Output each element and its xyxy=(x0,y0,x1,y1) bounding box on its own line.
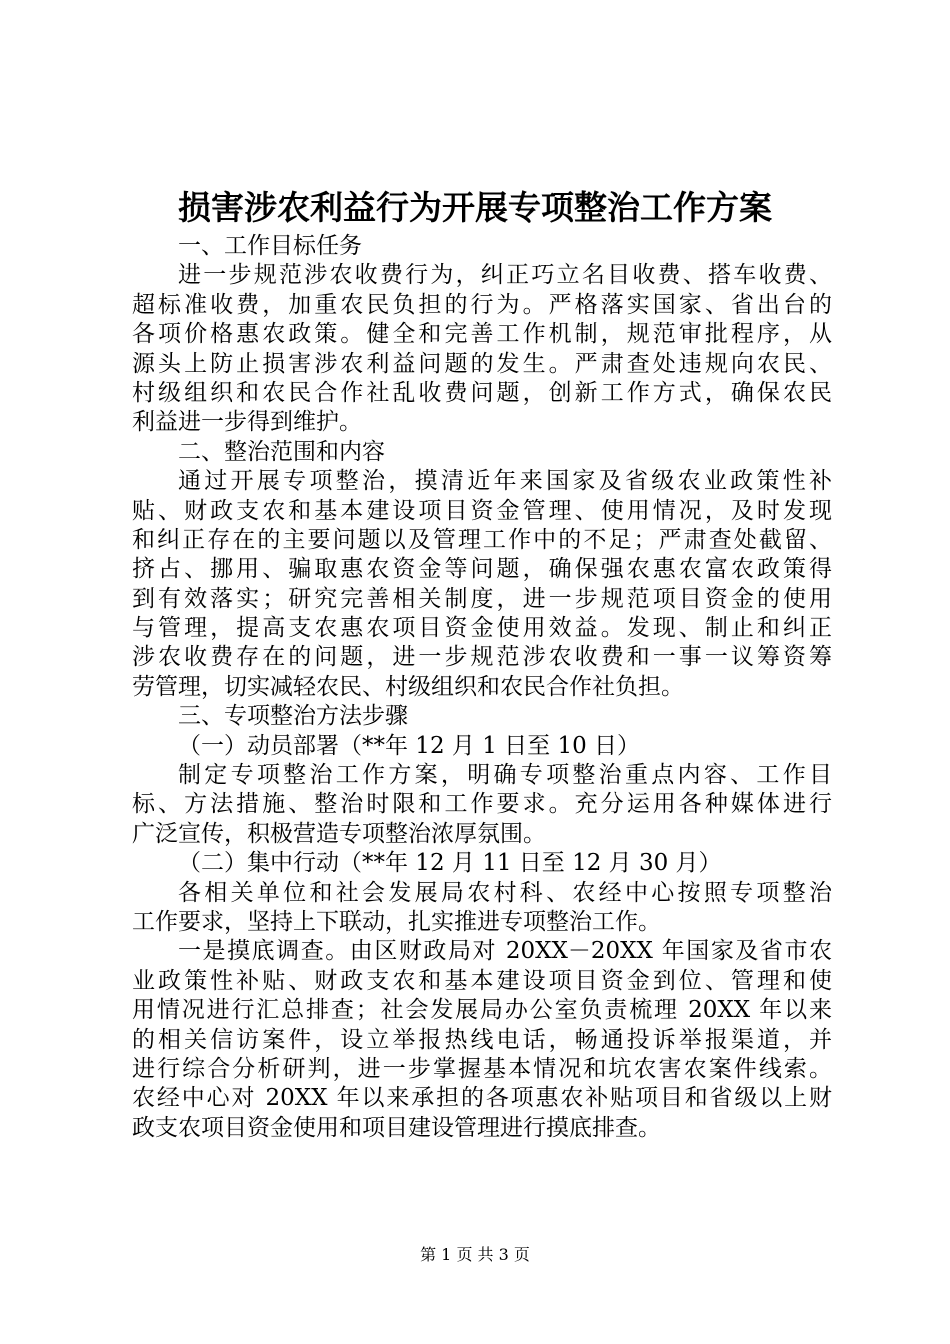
text-line: 业政策性补贴、财政支农和基本建设项目资金到位、管理和使 xyxy=(132,967,832,994)
document-body xyxy=(132,232,832,1143)
text-line: 用情况进行汇总排查；社会发展局办公室负责梳理 20XX 年以来 xyxy=(132,997,832,1024)
text-line: （一）动员部署（**年 12 月 1 日至 10 日） xyxy=(178,732,641,759)
document-title: 损害涉农利益行为开展专项整治工作方案 xyxy=(178,188,772,227)
text-line: 各项价格惠农政策。健全和完善工作机制，规范审批程序，从 xyxy=(132,321,832,348)
text-line: 通过开展专项整治，摸清近年来国家及省级农业政策性补 xyxy=(178,468,832,495)
text-line: 挤占、挪用、骗取惠农资金等问题，确保强农惠农富农政策得 xyxy=(132,556,832,583)
text-line: 贴、财政支农和基本建设项目资金管理、使用情况，及时发现 xyxy=(132,497,832,524)
text-line: 到有效落实；研究完善相关制度，进一步规范项目资金的使用 xyxy=(132,585,832,612)
text-line: 各相关单位和社会发展局农村科、农经中心按照专项整治 xyxy=(178,879,832,906)
text-line: 工作要求，坚持上下联动，扎实推进专项整治工作。 xyxy=(132,908,661,935)
text-line: 的相关信访案件，设立举报热线电话，畅通投诉举报渠道，并 xyxy=(132,1026,832,1053)
text-line: 与管理，提高支农惠农项目资金使用效益。发现、制止和纠正 xyxy=(132,615,832,642)
text-line: 广泛宣传，积极营造专项整治浓厚氛围。 xyxy=(132,820,546,847)
text-line: 村级组织和农民合作社乱收费问题，创新工作方式，确保农民 xyxy=(132,379,832,406)
text-line: 超标准收费，加重农民负担的行为。严格落实国家、省出台的 xyxy=(132,291,832,318)
text-line: 三、专项整治方法步骤 xyxy=(178,703,408,730)
text-line: 进行综合分析研判，进一步掌握基本情况和坑农害农案件线索。 xyxy=(132,1055,832,1082)
text-line: 和纠正存在的主要问题以及管理工作中的不足；严肃查处截留、 xyxy=(132,526,832,553)
text-line: 政支农项目资金使用和项目建设管理进行摸底排查。 xyxy=(132,1114,661,1141)
text-line: 制定专项整治工作方案，明确专项整治重点内容、工作目 xyxy=(178,762,832,789)
text-line: 农经中心对 20XX 年以来承担的各项惠农补贴项目和省级以上财 xyxy=(132,1085,832,1112)
page-footer: 第 1 页 共 3 页 xyxy=(420,1245,530,1264)
text-line: （二）集中行动（**年 12 月 11 日至 12 月 30 月） xyxy=(178,850,722,877)
text-line: 涉农收费存在的问题，进一步规范涉农收费和一事一议筹资筹 xyxy=(132,644,832,671)
text-line: 一、工作目标任务 xyxy=(178,233,362,259)
text-line: 进一步规范涉农收费行为，纠正巧立名目收费、搭车收费、 xyxy=(178,262,832,289)
text-line: 劳管理，切实减轻农民、村级组织和农民合作社负担。 xyxy=(132,673,684,700)
text-line: 利益进一步得到维护。 xyxy=(132,409,362,436)
text-line: 二、整治范围和内容 xyxy=(178,438,385,465)
text-line: 一是摸底调查。由区财政局对 20XX－20XX 年国家及省市农 xyxy=(178,938,832,965)
text-line: 源头上防止损害涉农利益问题的发生。严肃查处违规向农民、 xyxy=(132,350,832,377)
text-line: 标、方法措施、整治时限和工作要求。充分运用各种媒体进行 xyxy=(132,791,832,818)
